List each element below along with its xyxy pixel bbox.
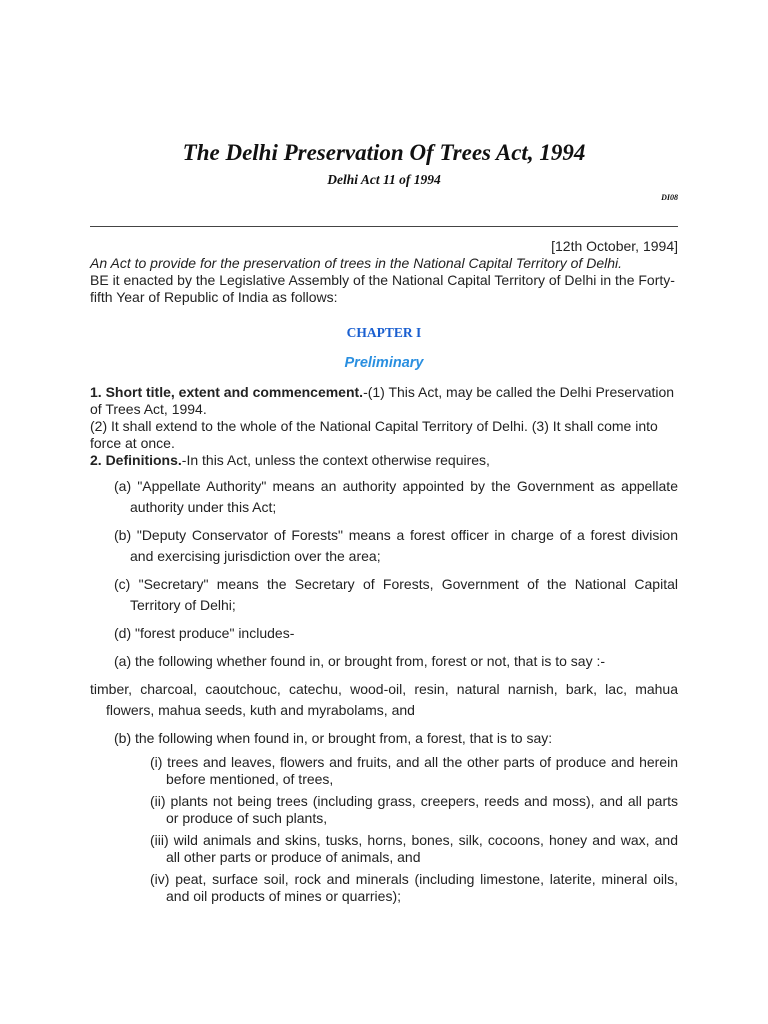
- definition-c: (c) "Secretary" means the Secretary of Forests, Government of the National Capital Territory of Delhi;: [114, 576, 678, 613]
- definition-d-a: (a) the following whether found in, or brought from, forest or not, that is to say :-: [114, 653, 606, 669]
- document-subtitle: Delhi Act 11 of 1994: [327, 172, 441, 187]
- section-2-heading: 2. Definitions.: [90, 452, 182, 468]
- definition-d-b-i: (i) trees and leaves, flowers and fruits, and all the other parts of produce and herein before mentioned, of trees,: [150, 754, 678, 787]
- document-title: The Delhi Preservation Of Trees Act, 1994: [182, 140, 586, 165]
- section-2: [90, 452, 678, 469]
- section-1-subsection: (2) It shall extend to the whole of the National Capital Territory of Delhi. (3) It shall come into force at once.: [90, 418, 658, 451]
- section-1: [90, 384, 678, 418]
- definition-d-b: (b) the following when found in, or brought from, a forest, that is to say:: [114, 730, 553, 746]
- section-1-heading: 1. Short title, extent and commencement.: [90, 384, 364, 400]
- chapter-name: Preliminary: [344, 355, 424, 371]
- definition-d-b-ii: (ii) plants not being trees (including grass, creepers, reeds and moss), and all parts or produce of such plants,: [150, 793, 678, 826]
- header-divider: [90, 226, 678, 227]
- enactment-date: [12th October, 1994]: [551, 238, 678, 254]
- definition-a: (a) "Appellate Authority" means an authority appointed by the Government as appellate authority under this Act;: [114, 478, 678, 515]
- definition-d: (d) "forest produce" includes-: [114, 625, 295, 641]
- definition-d-b-iii: (iii) wild animals and skins, tusks, horns, bones, silk, cocoons, honey and wax, and all other parts or produce of animals, and: [150, 832, 678, 865]
- enacting-formula: BE it enacted by the Legislative Assembly of the National Capital Territory of Delhi in the Forty-fifth Year of Republic of India as follows:: [90, 272, 675, 305]
- long-title: An Act to provide for the preservation of trees in the National Capital Territory of Delhi.: [90, 255, 623, 271]
- section-1-text: -(1) This Act, may be called the Delhi Preservation of Trees Act, 1994.: [90, 384, 675, 417]
- definition-b: (b) "Deputy Conservator of Forests" means a forest officer in charge of a forest division and exercising jurisdiction over the area;: [114, 527, 678, 564]
- definition-d-a-list: timber, charcoal, caoutchouc, catechu, wood-oil, resin, natural narnish, bark, lac, mahua flowers, mahua seeds, kuth and myrabolams, and: [90, 681, 678, 718]
- section-2-text: -In this Act, unless the context otherwise requires,: [181, 452, 490, 468]
- document-code: DI08: [661, 193, 678, 202]
- document-body: [90, 238, 678, 905]
- chapter-number: CHAPTER I: [346, 325, 422, 340]
- definition-d-b-iv: (iv) peat, surface soil, rock and minerals (including limestone, laterite, mineral oils, and oil products of mines or quarries);: [150, 871, 678, 904]
